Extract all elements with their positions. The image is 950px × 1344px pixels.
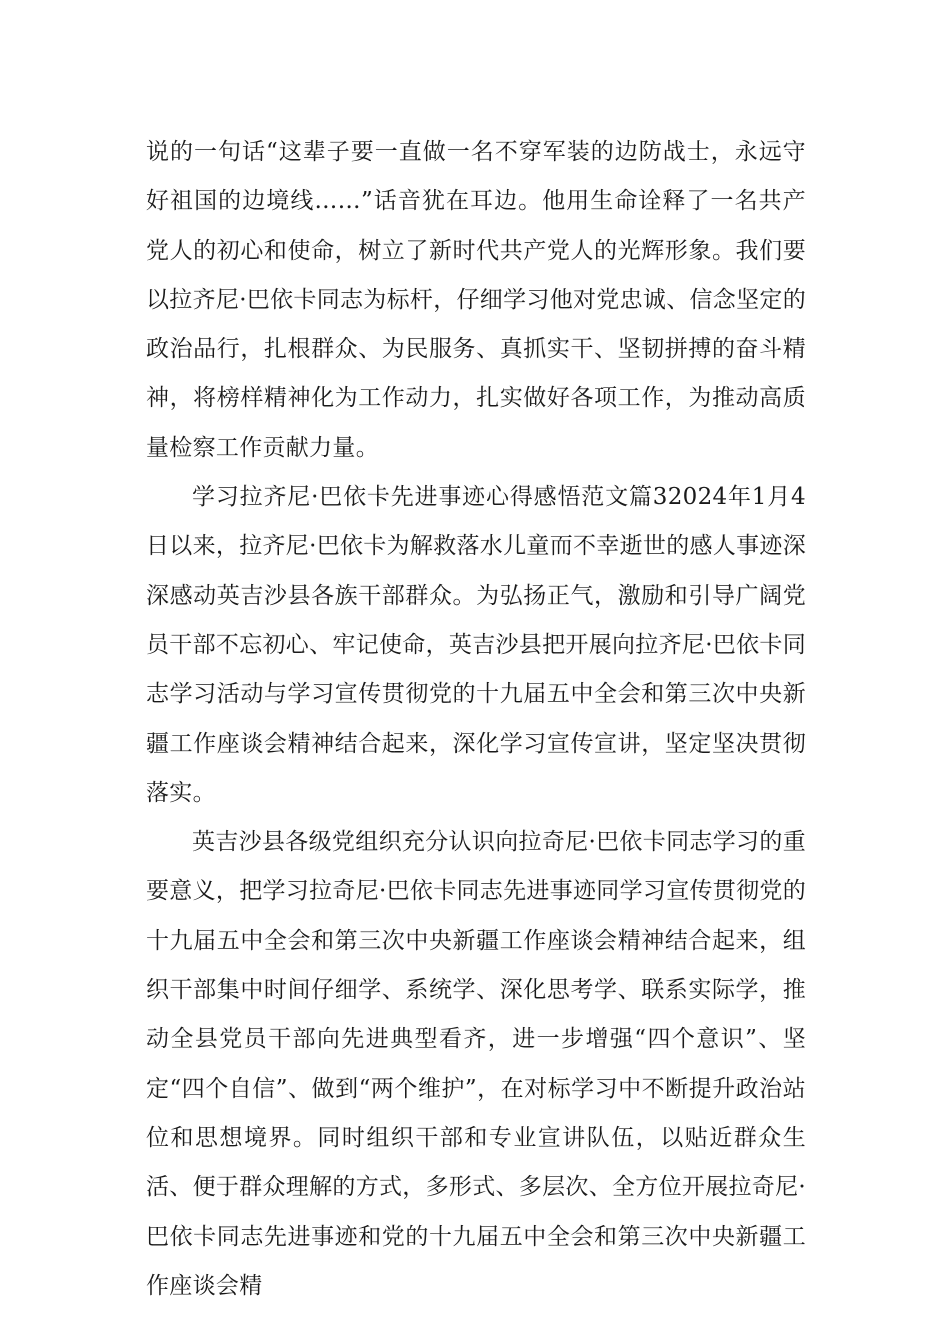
paragraph-3: 英吉沙县各级党组织充分认识向拉奇尼·巴依卡同志学习的重要意义，把学习拉奇尼·巴依卡同志先进事迹同学习宣传贯彻党的十九届五中全会和第三次中央新疆工作座谈会精神结合起来，组织干部集中时间仔细学、系统学、深化思考学、联系实际学，推动全县党员干部向先进典型看齐，进一步增强“四个意识”、坚定“四个自信”、做到“两个维护”，在对标学习中不断提升政治站位和思想境界。同时组织干部和专业宣讲队伍，以贴近群众生活、便于群众理解的方式，多形式、多层次、全方位开展拉奇尼·巴依卡同志先进事迹和党的十九届五中全会和第三次中央新疆工作座谈会精 [146,829,807,1299]
paragraph-2: 学习拉齐尼·巴依卡先进事迹心得感悟范文篇32024年1月4日以来，拉齐尼·巴依卡为解救落水儿童而不幸逝世的感人事迹深深感动英吉沙县各族干部群众。为弘扬正气，激励和引导广阔党员干部不忘初心、牢记使命，英吉沙县把开展向拉齐尼·巴依卡同志学习活动与学习宣传贯彻党的十九届五中全会和第三次中央新疆工作座谈会精神结合起来，深化学习宣传宣讲，坚定坚决贯彻落实。 [146,484,807,806]
paragraph-1: 说的一句话“这辈子要一直做一名不穿军装的边防战士，永远守好祖国的边境线……”话音犹在耳边。他用生命诠释了一名共产党人的初心和使命，树立了新时代共产党人的光辉形象。我们要以拉齐尼·巴依卡同志为标杆，仔细学习他对党忠诚、信念坚定的政治品行，扎根群众、为民服务、真抓实干、坚韧拼搏的奋斗精神，将榜样精神化为工作动力，扎实做好各项工作，为推动高质量检察工作贡献力量。 [146,139,807,461]
document-body [146,128,806,1311]
